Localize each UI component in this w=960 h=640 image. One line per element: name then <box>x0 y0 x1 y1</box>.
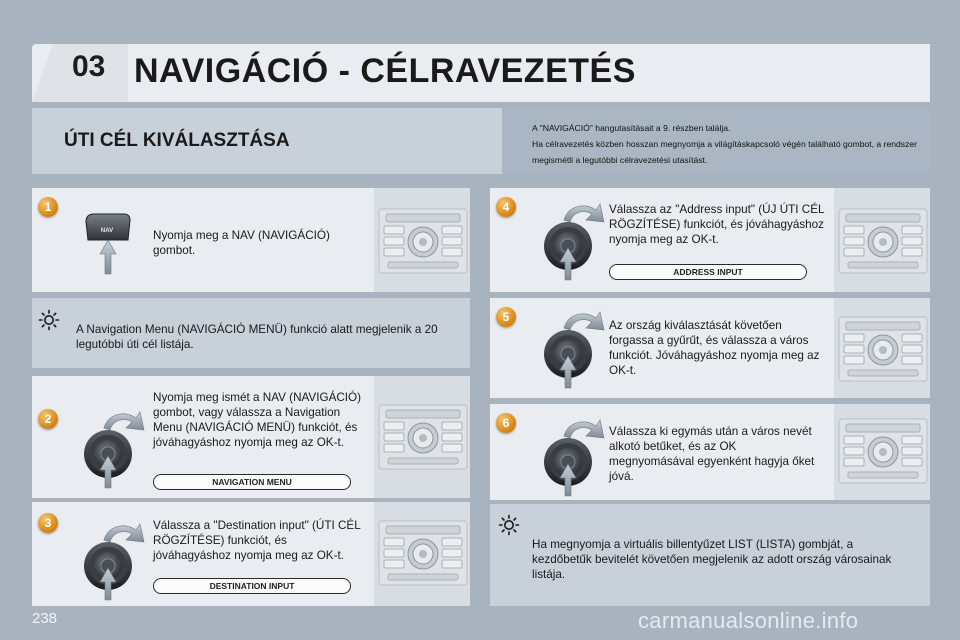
intro-note-line1: A "NAVIGÁCIÓ" hangutasításait a 9. részben találja. <box>532 123 731 133</box>
step-5-text: Az ország kiválasztását követően forgassa a gyűrűt, és válassza a város funkciót. Jóváhagyáshoz nyomja meg az OK-t. <box>609 319 820 377</box>
step-6-badge: 6 <box>496 413 516 433</box>
step-2-text: Nyomja meg ismét a NAV (NAVIGÁCIÓ) gombot, vagy válassza a Navigation Menu (NAVIGÁCIÓ MENÜ) funkciót, és jóváhagyáshoz nyomja meg az OK-t. <box>153 391 362 449</box>
watermark: carmanualsonline.info <box>638 608 859 633</box>
rotary-knob-icon <box>80 516 150 602</box>
step-4-pill: ADDRESS INPUT <box>609 264 807 280</box>
step-3-badge: 3 <box>38 513 58 533</box>
radio-console-icon <box>378 404 468 470</box>
tip-1-text: A Navigation Menu (NAVIGÁCIÓ MENÜ) funkció alatt megjelenik a 20 legutóbbi úti cél listája. <box>76 323 438 351</box>
step-3-pill: DESTINATION INPUT <box>153 578 351 594</box>
section-title: ÚTI CÉL KIVÁLASZTÁSA <box>64 130 290 151</box>
step-2-badge: 2 <box>38 409 58 429</box>
chapter-title: NAVIGÁCIÓ - CÉLRAVEZETÉS <box>134 52 636 90</box>
intro-note <box>532 120 924 168</box>
step-1-badge: 1 <box>38 197 58 217</box>
nav-button-label: NAV <box>100 228 114 234</box>
rotary-knob-icon <box>80 404 150 490</box>
radio-console-icon <box>838 418 928 484</box>
radio-console-icon <box>838 208 928 274</box>
rotary-knob-icon <box>540 304 610 390</box>
step-5-badge: 5 <box>496 307 516 327</box>
tip-2-text: Ha megnyomja a virtuális billentyűzet LIST (LISTA) gombját, a kezdőbetűk bevitelét követően megjelenik az adott ország városainak listája. <box>532 538 892 581</box>
radio-console-icon <box>378 208 468 274</box>
nav-button-icon <box>80 210 136 276</box>
chapter-number: 03 <box>72 50 106 83</box>
step-3-text: Válassza a "Destination input" (ÚTI CÉL RÖGZÍTÉSE) funkciót, és jóváhagyáshoz nyomja meg az OK-t. <box>153 519 361 562</box>
intro-note-line2: Ha célravezetés közben hosszan megnyomja a világításkapcsoló végén található gombot, a rendszer megismétli a legutóbbi célravezetési utasítást. <box>532 139 918 165</box>
sun-tip-icon <box>38 309 60 331</box>
step-6-text: Válassza ki egymás után a város nevét alkotó betűket, és az OK megnyomásával egyenként hagyja őket jóvá. <box>609 425 815 483</box>
radio-console-icon <box>378 520 468 586</box>
step-1-text: Nyomja meg a NAV (NAVIGÁCIÓ) gombot. <box>153 229 330 257</box>
sun-tip-icon <box>498 514 520 536</box>
radio-console-icon <box>838 316 928 382</box>
step-4-badge: 4 <box>496 197 516 217</box>
page-number: 238 <box>32 610 58 627</box>
step-2-pill: NAVIGATION MENU <box>153 474 351 490</box>
step-4-text: Válassza az "Address input" (ÚJ ÚTI CÉL RÖGZÍTÉSE) funkciót, és jóváhagyáshoz nyomja meg az OK-t. <box>609 203 825 246</box>
rotary-knob-icon <box>540 412 610 498</box>
rotary-knob-icon <box>540 196 610 282</box>
